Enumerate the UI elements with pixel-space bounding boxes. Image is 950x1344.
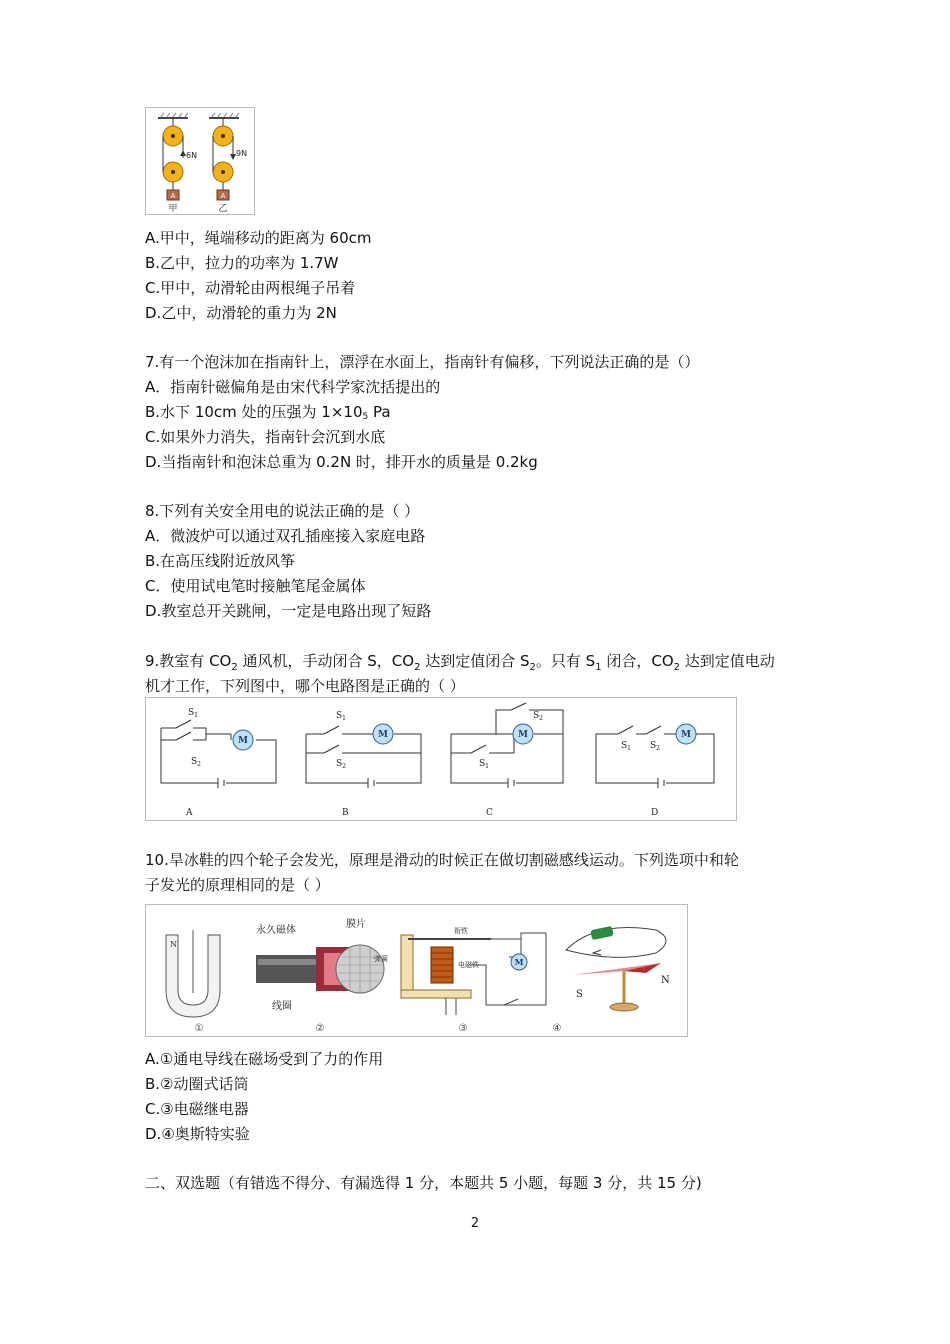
- relay-motor-label: M: [514, 957, 524, 967]
- svg-text:S2: $S_2$: [191, 757, 201, 768]
- spring-label: 弹簧: [374, 955, 388, 963]
- figure-label-2: ②: [315, 1023, 325, 1034]
- q7-option-d: D.当指南针和泡沫总重为 0.2N 时，排开水的质量是 0.2kg: [145, 453, 538, 471]
- motor-label-c: M: [518, 730, 528, 740]
- page-number: 2: [470, 1216, 480, 1231]
- coil-label: 线圈: [272, 1001, 292, 1012]
- q7-option-c: C.如果外力消失，指南针会沉到水底: [145, 428, 386, 446]
- block-label-jia: A: [170, 192, 176, 200]
- svg-text:S2: $S_2$: [336, 759, 346, 770]
- circuit-label-a: A: [186, 808, 193, 818]
- circuit-label-c: C: [486, 808, 493, 818]
- q9-stem-line2: 机才工作，下列图中，哪个电路图是正确的（ ）: [145, 677, 465, 695]
- q10-option-a: A.①通电导线在磁场受到了力的作用: [145, 1050, 384, 1068]
- circuit-diagrams-figure: [145, 697, 737, 821]
- q7-option-b-exponent: 5: [362, 412, 369, 422]
- q8-option-d: D.教室总开关跳闸，一定是电路出现了短路: [145, 602, 432, 620]
- magnet-n-label: N: [170, 940, 177, 949]
- q10-option-b: B.②动圈式话筒: [145, 1075, 249, 1093]
- q10-option-d: D.④奥斯特实验: [145, 1125, 250, 1143]
- section-2-heading: 二、双选题（有错选不得分、有漏选得 1 分，本题共 5 小题，每题 3 分，共 15 分): [145, 1174, 702, 1192]
- q9-stem: 9.教室有 $CO_2$ 通风机，手动闭合 S，$CO_2$ 达到定值闭合 $S_2$。只有 $S_1$ 闭合，$CO_2$ 达到定值电动: [145, 652, 775, 673]
- circuit-label-d: D: [651, 808, 659, 818]
- force-label-yi: 9N: [236, 149, 248, 158]
- compass-s-label: S: [576, 989, 583, 1000]
- q10-stem-line2: 子发光的原理相同的是（ ）: [145, 876, 330, 894]
- q7-stem: 7.有一个泡沫加在指南针上，漂浮在水面上，指南针有偏移，下列说法正确的是（）: [145, 353, 700, 371]
- svg-text:S2: $S_2$: [650, 741, 660, 752]
- svg-text:S1: $S_1$: [621, 741, 631, 752]
- svg-text:S1: $S_1$: [188, 708, 198, 719]
- q6-option-b: B.乙中，拉力的功率为 1.7W: [145, 254, 339, 272]
- armature-label: 衔铁: [454, 927, 468, 935]
- q7-option-b: B.水下 10cm 处的压强为 1×105 Pa: [145, 403, 391, 422]
- q10-option-c: C.③电磁继电器: [145, 1100, 249, 1118]
- motor-label-a: M: [238, 736, 248, 746]
- svg-text:S1: $S_1$: [336, 711, 346, 722]
- svg-text:S2: $S_2$: [533, 711, 543, 722]
- q6-option-d: D.乙中，动滑轮的重力为 2N: [145, 304, 337, 322]
- q7-option-a: A．指南针磁偏角是由宋代科学家沈括提出的: [145, 378, 441, 396]
- compass-n-label: N: [661, 975, 670, 986]
- motor-label-d: M: [681, 730, 691, 740]
- q6-option-a: A.甲中，绳端移动的距离为 60cm: [145, 229, 372, 247]
- pulley-figure: [145, 107, 255, 215]
- q8-option-a: A．微波炉可以通过双孔插座接入家庭电路: [145, 527, 426, 545]
- q8-option-c: C．使用试电笔时接触笔尾金属体: [145, 577, 366, 595]
- permanent-magnet-label: 永久磁体: [256, 925, 296, 936]
- motor-label-b: M: [378, 730, 388, 740]
- q6-option-c: C.甲中，动滑轮由两根绳子吊着: [145, 279, 356, 297]
- figure-label-3: ③: [458, 1023, 468, 1034]
- q10-stem: 10.旱冰鞋的四个轮子会发光，原理是滑动的时候正在做切割磁感线运动。下列选项中和轮: [145, 851, 739, 869]
- figure-label-4: ④: [552, 1023, 562, 1034]
- block-label-yi: A: [220, 192, 226, 200]
- q8-option-b: B.在高压线附近放风筝: [145, 552, 296, 570]
- circuit-label-b: B: [342, 808, 349, 818]
- electromagnet-label: 电磁铁: [458, 961, 479, 969]
- q8-stem: 8.下列有关安全用电的说法正确的是（ ）: [145, 502, 420, 520]
- label-yi: 乙: [218, 204, 228, 214]
- svg-text:S1: $S_1$: [479, 759, 489, 770]
- label-jia: 甲: [168, 204, 178, 214]
- force-label-jia: 6N: [186, 151, 198, 160]
- figure-label-1: ①: [194, 1023, 204, 1034]
- diaphragm-label: 膜片: [346, 919, 366, 930]
- induction-figure: [145, 904, 688, 1037]
